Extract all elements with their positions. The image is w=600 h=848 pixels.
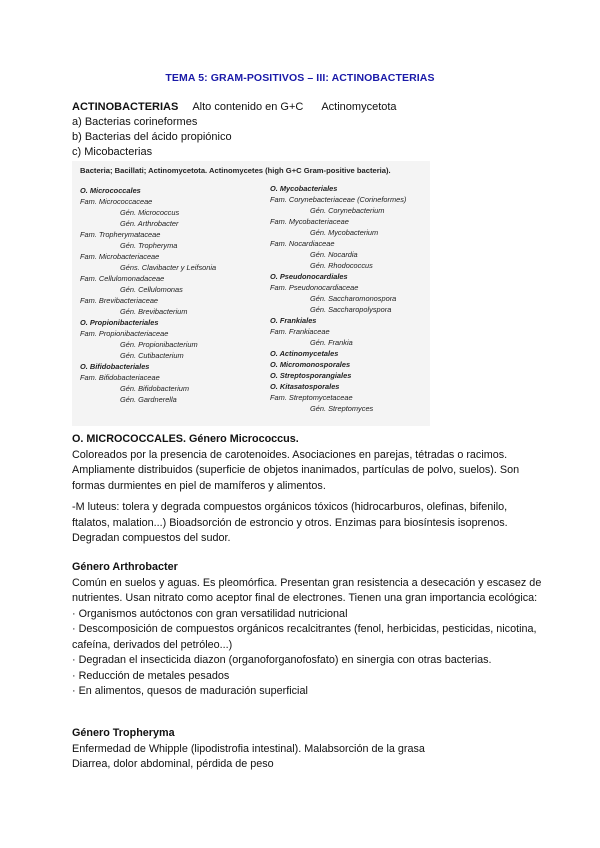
intro-item: b) Bacterias del ácido propiónico bbox=[72, 131, 232, 143]
taxon-genus: Gén. Saccharomonospora bbox=[310, 294, 397, 303]
taxon-order: O. Micrococcales bbox=[80, 186, 141, 195]
taxon-genus: Gén. Mycobacterium bbox=[310, 228, 379, 237]
arthrobacter-section bbox=[72, 560, 542, 700]
paragraph: Coloreados por la presencia de carotenoides. Asociaciones en parejas, tétradas o racimos. Ampliamente distribuidos (superficie de objetos inanimados, partículas de polvo, suelos). Son formas durmientes en piel de mamíferos y alimentos. bbox=[72, 448, 520, 492]
luteus-section bbox=[72, 500, 542, 547]
taxon-order: O. Bifidobacteriales bbox=[80, 362, 150, 371]
taxon-family: Fam. Microbacteriaceae bbox=[80, 252, 160, 261]
paragraph: -M luteus: tolera y degrada compuestos orgánicos tóxicos (hidrocarburos, olefinas, bifenilo, ftalatos, malation...) Bioadsorción de estroncio y otros. Enzimas para biosíntesis isoprenos. Degradan compuestos del sudor. bbox=[72, 501, 508, 544]
list-item: · Degradan el insecticida diazon (organoforganofosfato) en sinergia con otras bacterias. bbox=[72, 654, 492, 666]
taxon-genus: Gén. Brevibacterium bbox=[120, 307, 188, 316]
taxon-family: Fam. Nocardiaceae bbox=[270, 239, 335, 248]
section-heading: Género Arthrobacter bbox=[72, 561, 178, 573]
taxonomy-column-left bbox=[80, 185, 216, 405]
taxon-genus: Gén. Propionibacterium bbox=[120, 340, 198, 349]
taxon-order: O. Frankiales bbox=[270, 316, 317, 325]
taxon-genus: Gén. Gardnerella bbox=[120, 395, 177, 404]
taxon-genus: Gén. Nocardia bbox=[310, 250, 358, 259]
list-item: · Reducción de metales pesados bbox=[72, 669, 230, 682]
taxon-family: Fam. Pseudonocardiaceae bbox=[270, 283, 359, 292]
list-item: · En alimentos, quesos de maduración superficial bbox=[72, 685, 308, 697]
intro-lead: ACTINOBACTERIAS bbox=[72, 101, 179, 113]
taxon-genus: Géns. Clavibacter y Leifsonia bbox=[120, 263, 217, 272]
taxon-family: Fam. Frankiaceae bbox=[270, 327, 330, 336]
taxon-genus: Gén. Streptomyces bbox=[310, 404, 374, 413]
taxon-order: O. Mycobacteriales bbox=[270, 184, 338, 193]
taxon-genus: Gén. Cellulomonas bbox=[120, 285, 183, 294]
taxonomy-figure bbox=[72, 161, 430, 426]
taxon-order: O. Streptosporangiales bbox=[270, 371, 352, 380]
taxon-genus: Gén. Saccharopolyspora bbox=[310, 305, 392, 314]
taxon-family: Fam. Tropherymataceae bbox=[80, 230, 161, 239]
section-heading: O. MICROCOCCALES. Género Micrococcus. bbox=[72, 433, 299, 445]
taxonomy-column-right bbox=[270, 183, 406, 414]
intro-block bbox=[72, 100, 397, 160]
taxon-genus: Gén. Frankia bbox=[310, 338, 353, 347]
taxon-family: Fam. Cellulomonadaceae bbox=[80, 274, 165, 283]
intro-item: c) Micobacterias bbox=[72, 146, 153, 158]
list-item: · Organismos autóctonos con gran versatilidad nutricional bbox=[72, 607, 348, 620]
taxon-genus: Gén. Cutibacterium bbox=[120, 351, 184, 360]
taxon-family: Fam. Streptomycetaceae bbox=[270, 393, 353, 402]
taxon-family: Fam. Bifidobacteriaceae bbox=[80, 373, 160, 382]
paragraph: Diarrea, dolor abdominal, pérdida de peso bbox=[72, 758, 274, 770]
intro-gc: Alto contenido en G+C bbox=[192, 101, 304, 113]
taxon-order: O. Propionibacteriales bbox=[80, 318, 159, 327]
section-heading: Género Tropheryma bbox=[72, 727, 175, 739]
taxon-order: O. Pseudonocardiales bbox=[270, 272, 348, 281]
intro-item: a) Bacterias corineformes bbox=[72, 116, 198, 128]
taxon-order: O. Kitasatosporales bbox=[270, 382, 340, 391]
micrococcales-section bbox=[72, 432, 542, 494]
taxon-genus: Gén. Tropheryma bbox=[120, 241, 178, 250]
taxon-family: Fam. Corynebacteriaceae (Corineformes) bbox=[270, 195, 407, 204]
taxon-family: Fam. Brevibacteriaceae bbox=[80, 296, 159, 305]
taxon-genus: Gén. Micrococcus bbox=[120, 208, 180, 217]
taxon-family: Fam. Mycobacteriaceae bbox=[270, 217, 349, 226]
intro-phylum: Actinomycetota bbox=[321, 101, 397, 113]
taxon-family: Fam. Propionibacteriaceae bbox=[80, 329, 169, 338]
taxon-order: O. Micromonosporales bbox=[270, 360, 351, 369]
taxon-order: O. Actinomycetales bbox=[270, 349, 339, 358]
list-item: · Descomposición de compuestos orgánicos recalcitrantes (fenol, herbicidas, pesticidas, nicotina, cafeína, derivados del petróleo...) bbox=[72, 623, 537, 651]
taxon-genus: Gén. Rhodococcus bbox=[310, 261, 373, 270]
tropheryma-section bbox=[72, 726, 542, 773]
taxon-genus: Gén. Arthrobacter bbox=[120, 219, 179, 228]
intro-heading-row bbox=[72, 100, 397, 115]
taxon-genus: Gén. Bifidobacterium bbox=[120, 384, 190, 393]
taxon-genus: Gén. Corynebacterium bbox=[310, 206, 385, 215]
figure-caption: Bacteria; Bacillati; Actinomycetota. Actinomycetes (high G+C Gram-positive bacteria). bbox=[80, 166, 391, 175]
page-title: TEMA 5: GRAM-POSITIVOS – III: ACTINOBACTERIAS bbox=[165, 72, 435, 84]
taxon-family: Fam. Micrococcaceae bbox=[80, 197, 153, 206]
paragraph: Común en suelos y aguas. Es pleomórfica. Presentan gran resistencia a desecación y escasez de nutrientes. Usan nitrato como aceptor final de electrones. Tienen una gran importancia ecológica: bbox=[72, 576, 542, 604]
paragraph: Enfermedad de Whipple (lipodistrofia intestinal). Malabsorción de la grasa bbox=[72, 742, 425, 755]
